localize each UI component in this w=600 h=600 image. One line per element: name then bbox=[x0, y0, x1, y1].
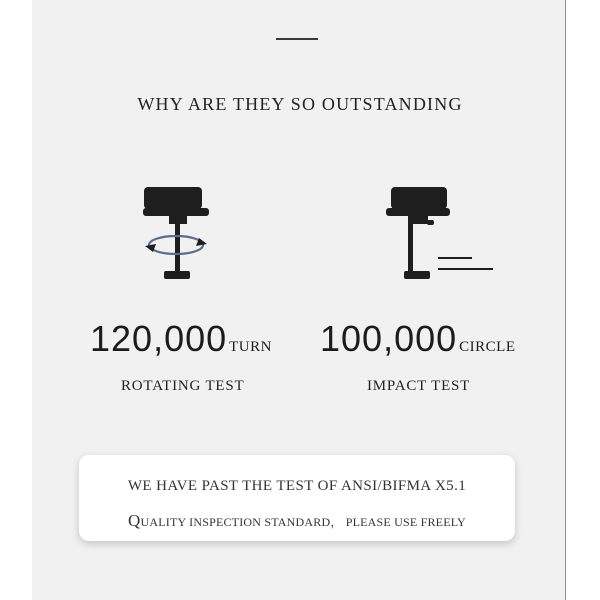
section-heading: WHY ARE THEY SO OUTSTANDING bbox=[137, 94, 463, 114]
rotating-stat bbox=[90, 318, 272, 360]
motion-line bbox=[438, 257, 472, 259]
rotating-stool-icon bbox=[135, 180, 217, 284]
quality-rest: UALITY INSPECTION STANDARD， PLEASE USE FREELY bbox=[140, 515, 466, 529]
stool-seat-base bbox=[143, 208, 209, 216]
impact-test-label: IMPACT TEST bbox=[367, 378, 471, 394]
rotating-stat-unit: TURN bbox=[229, 339, 272, 355]
certification-card bbox=[79, 455, 515, 541]
panel-edge-divider bbox=[565, 0, 566, 600]
stool-base bbox=[164, 271, 190, 279]
certification-text: WE HAVE PAST THE TEST OF ANSI/BIFMA X5.1 bbox=[127, 478, 467, 494]
rotating-test-label: ROTATING TEST bbox=[121, 378, 245, 394]
impact-stat-unit: CIRCLE bbox=[459, 339, 516, 355]
impact-stat-number: 100,000 bbox=[320, 318, 458, 359]
title-divider bbox=[276, 38, 318, 40]
stool-post bbox=[175, 224, 180, 271]
quality-statement bbox=[79, 511, 515, 531]
rotating-stat-number: 120,000 bbox=[90, 318, 228, 359]
motion-line bbox=[438, 268, 493, 270]
stool-seat-top bbox=[144, 187, 202, 209]
quality-initial: Q bbox=[128, 511, 141, 530]
impact-stool-icon bbox=[380, 180, 496, 284]
impact-stat bbox=[320, 318, 515, 360]
stool-post bbox=[408, 216, 413, 278]
